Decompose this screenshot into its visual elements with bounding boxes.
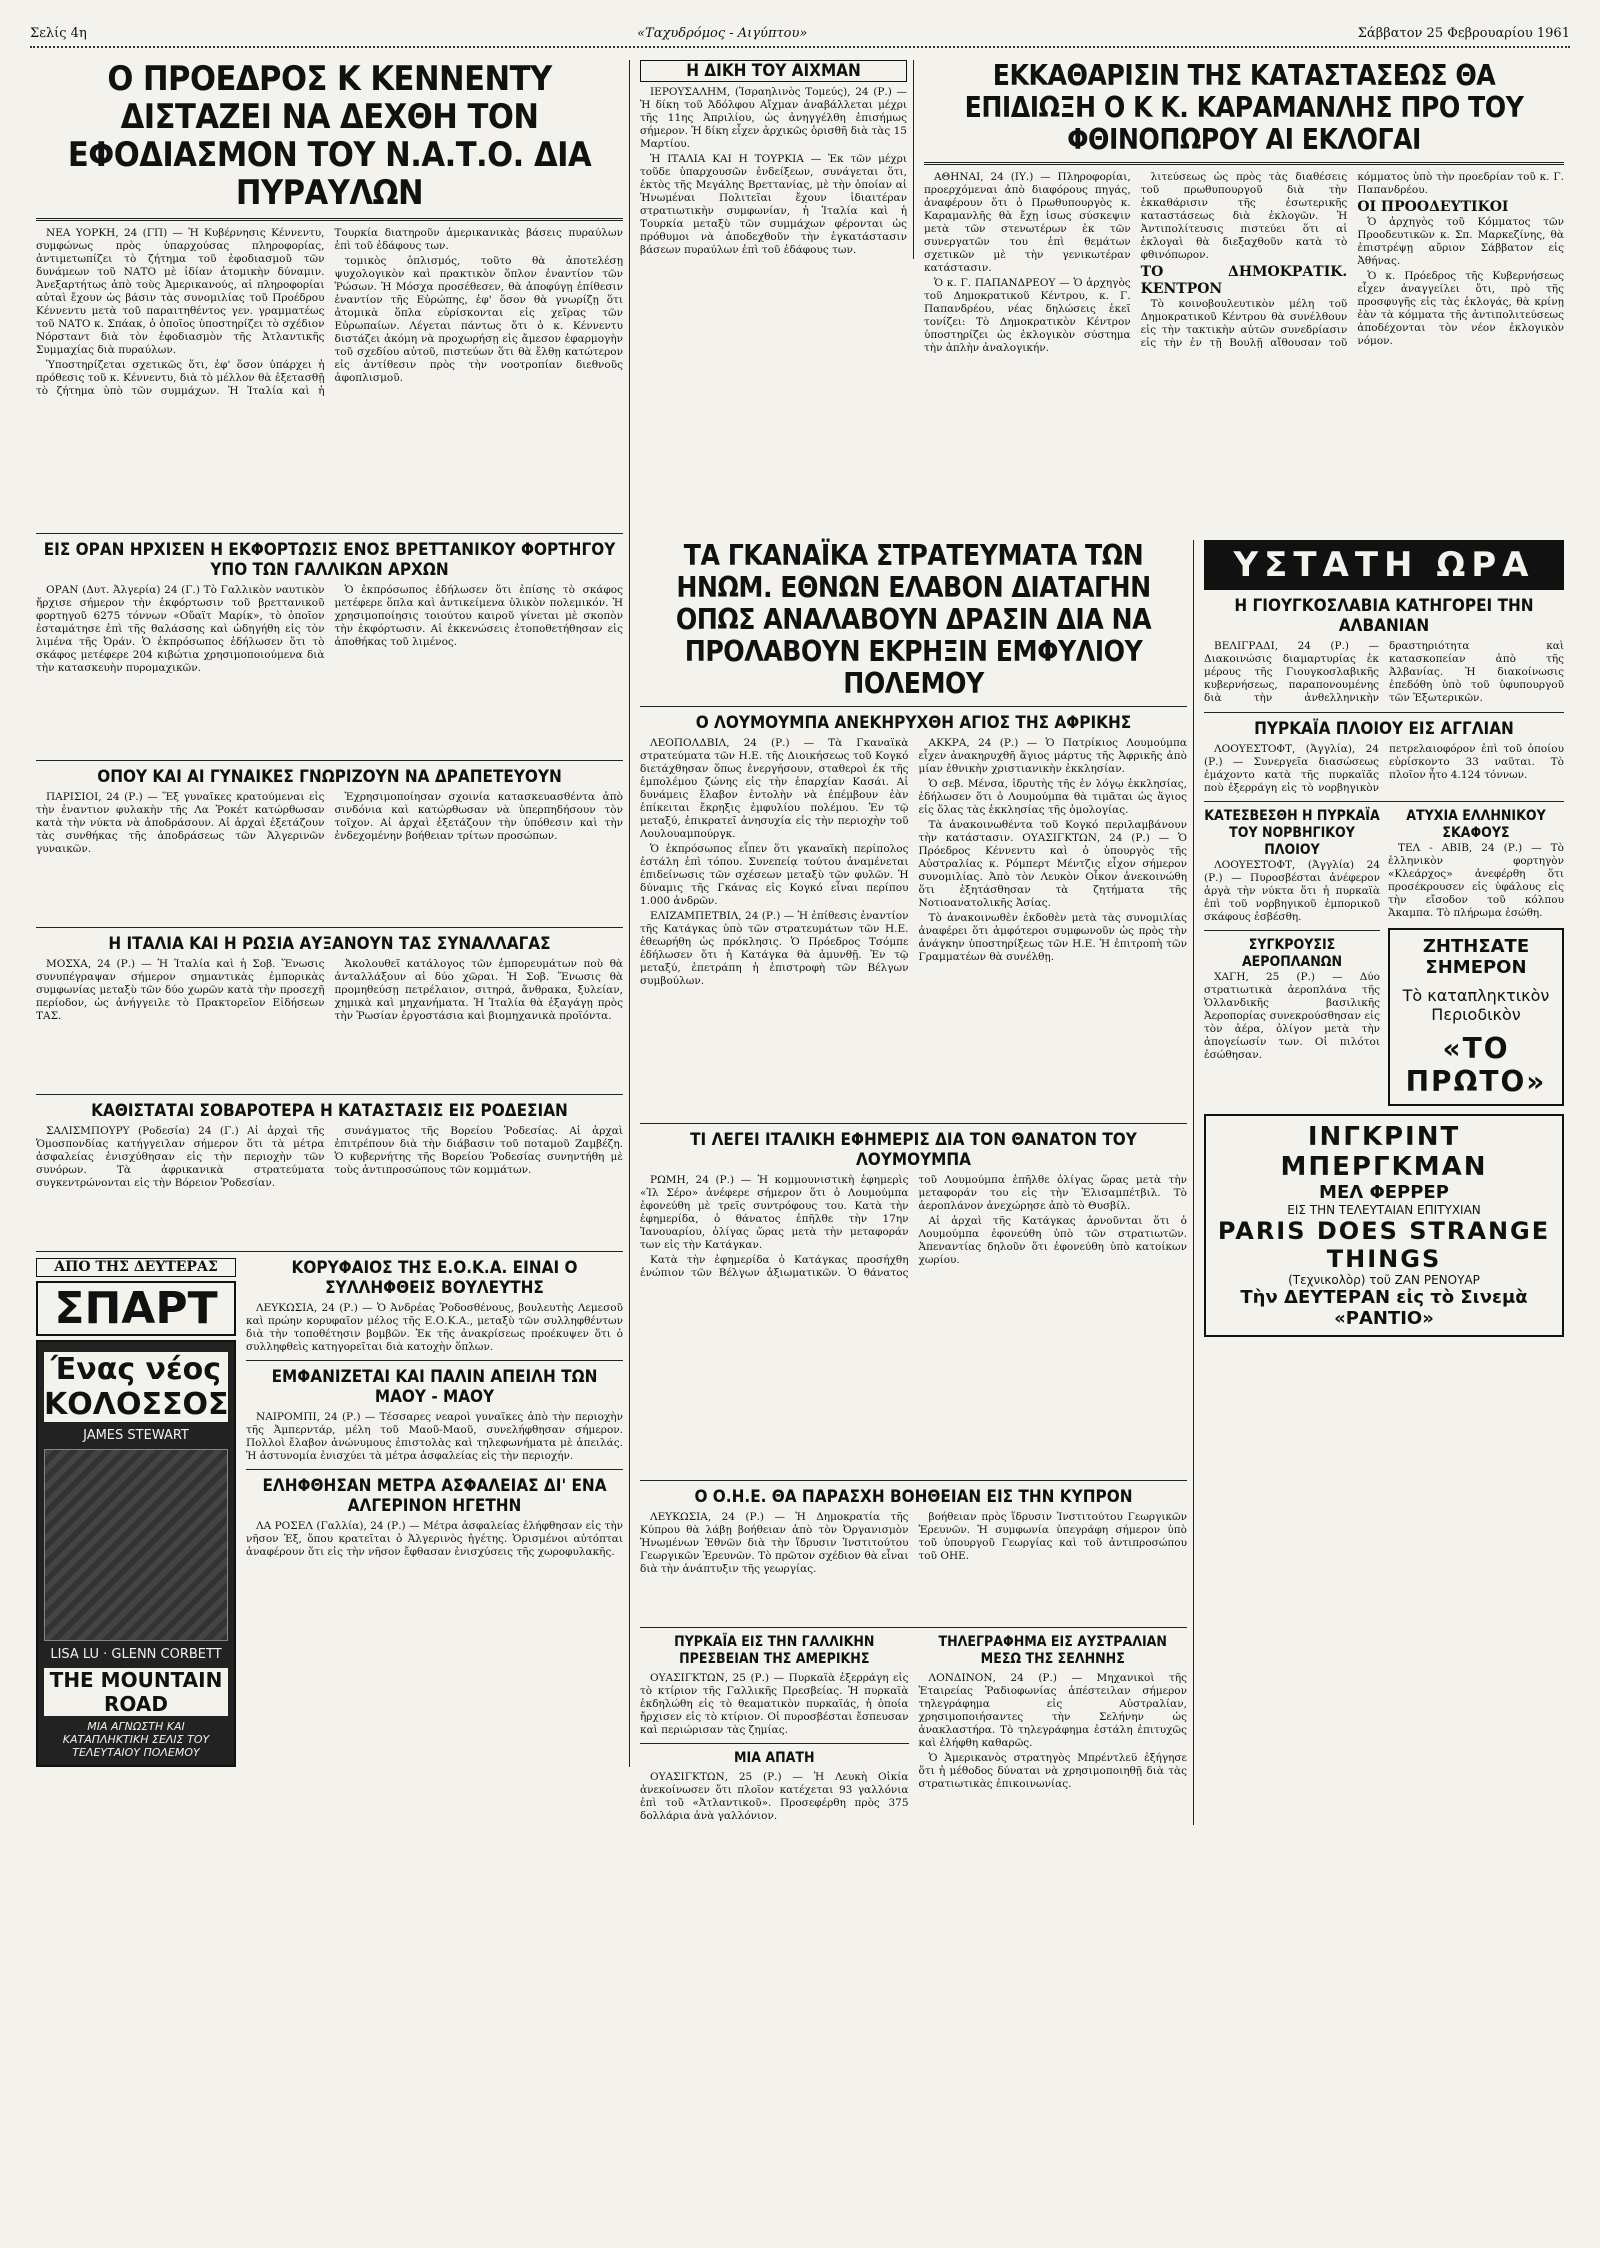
article-text: ΛΕΥΚΩΣΙΑ, 24 (Ρ.) — Ὁ Ἀνδρέας Ῥοδοσθένους, βουλευτὴς Λεμεσοῦ καὶ πρώην κορυφαῖον μέλος τῆς Ε.Ο.Κ.Α., μεταξὺ τῶν συλληφθέντων διὰ τὴν τοποθέτησιν βομβῶν. Ἐκ τῆς ἀνακρίσεως προέκυψεν ὅτι ὁ συλληφθεὶς κατηγορεῖται διὰ κατοχὴν ὅπλων. xyxy=(246,1302,623,1353)
article-text: ΜΟΣΧΑ, 24 (Ρ.) — Ἡ Ἰταλία καὶ ἡ Σοβ. Ἕνωσις συνυπέγραψαν σήμερον σημαντικὰς ἐμπορικὰς συμφωνίας μεταξὺ τῶν δύο χωρῶν κατὰ τὴν προσεχῆ περίοδον, ὡς ἀνήγγειλε τὸ Πρακτορεῖον Εἰδήσεων ΤΑΣ. xyxy=(36,958,325,1022)
issue-date: Σάββατον 25 Φεβρουαρίου 1961 xyxy=(1357,25,1570,41)
article-text: Ὁ κ. Γ. ΠΑΠΑΝΔΡΕΟΥ — Ὁ ἀρχηγὸς τοῦ Δημοκρατικοῦ Κέντρου, κ. Γ. Παπανδρέου, νέας δηλώσεις ἐκεῖ τονίζει: Τὸ Δημοκρατικὸν Κέντρον ὑποστηρίζει ὡς ἐκλογικὸν σύστημα τὴν ἁπλὴν ἀναλογικήν. xyxy=(924,277,1131,354)
article-text: Κατὰ τὴν ἐφημερίδα ὁ Κατάγκας προσήχθη ἐνώπιον τῶν Βέλγων ἀξιωματικῶν. Ὁ θάνατος τοῦ Λουμούμπα ἐπῆλθε ὀλίγας ὥρας μετὰ τὴν μεταφοράν του εἰς τὴν Ἐλισαμπέτβιλ. Τὸ ἀεροπλάνον ἀνεχώρησε ἀπὸ τὸ Θυσβίλ. xyxy=(640,1174,1187,1279)
article-text: Ὁ ἐκπρόσωπος ἐδήλωσεν ὅτι ἐπίσης τὸ σκάφος μετέφερε ὅπλα καὶ ἀντικείμενα ὑλικὸν πολεμικόν. Ἡ χρησιμοποίησις τοιούτου καιροῦ γίνεται μὲ σκοπὸν τὴν ἐκφόρτωσιν. Αἱ ἐκκενώσεις ἐτοποθετήθησαν εἰς ἀποθήκας τοῦ λιμένος. xyxy=(334,584,623,648)
article-text: βοήθειαν πρὸς ἵδρυσιν Ἰνστιτούτου Γεωργικῶν Ἐρευνῶν. Ἡ συμφωνία ὑπεγράφη σήμερον ὑπὸ τοῦ ὑπουργοῦ Γεωργίας καὶ τοῦ ἀντιπροσώπου τοῦ ΟΗΕ. xyxy=(918,1511,1187,1562)
film-ad-tagline: ΕΙΣ ΤΗΝ ΤΕΛΕΥΤΑΙΑΝ ΕΠΙΤΥΧΙΑΝ xyxy=(1287,1203,1481,1217)
late-news-section xyxy=(1198,540,1570,1337)
article-text: ΑΚΚΡΑ, 24 (Ρ.) — Ὁ Πατρίκιος Λουμούμπα εἶχεν ἀνακηρυχθῆ ἅγιος μάρτυς τῆς Ἀφρικῆς ἀπὸ μίαν ἐθνικὴν χριστιανικὴν ἐκκλησίαν. xyxy=(918,737,1187,775)
film-ad-star: ΙΝΓΚΡΙΝΤ ΜΠΕΡΓΚΜΑΝ xyxy=(1280,1122,1488,1182)
article-text: Τὸ κοινοβουλευτικὸν μέλη τοῦ Δημοκρατικοῦ Κέντρου θὰ συνέλθουν εἰς τὴν τακτικὴν αὐτῶν συνεδρίασιν εἰς τὴν ἐν τῇ Βουλῇ αἴθουσαν τοῦ κόμματος ὑπὸ τὴν προεδρίαν τοῦ κ. Γ. Παπανδρέου. xyxy=(1140,171,1564,349)
article-text: Ὁ ἀρχηγὸς τοῦ Κόμματος τῶν Προοδευτικῶν κ. Σπ. Μαρκεζίνης, θὰ ἐπιστρέψῃ αὔριον Σάββατον εἰς Ἀθήνας. xyxy=(1357,216,1564,267)
middle-left-section xyxy=(634,60,914,259)
article-text: ΛΟΟΥΕΣΤΟΦΤ, (Ἀγγλία) 24 (Ρ.) — Πυροσβέσται ἀνέφερον ἀργὰ τὴν νύκτα ὅτι ἡ πυρκαϊὰ ἐπὶ τοῦ νορβηγικοῦ ἐμπορικοῦ σκάφους ἐσβέσθη. xyxy=(1204,859,1380,923)
headline-norwegian: ΚΑΤΕΣΒΕΣΘΗ Η ΠΥΡΚΑΪΑ ΤΟΥ ΝΟΡΒΗΓΙΚΟΥ ΠΛΟΙΟΥ xyxy=(1204,808,1380,858)
magazine-ad xyxy=(1388,928,1564,1106)
article-italy-russia xyxy=(36,958,623,1088)
headline-deception: ΜΙΑ ΑΠΑΤΗ xyxy=(733,1750,815,1766)
poster-image xyxy=(44,1449,228,1641)
article-text: ΙΕΡΟΥΣΑΛΗΜ, (Ἰσραηλινὸς Τομεύς), 24 (Ρ.) — Ἡ δίκη τοῦ Ἀδόλφου Αἴχμαν ἀναβάλλεται μέχρι τῆς 11ης Ἀπριλίου, ὡς ἀνηγγέλθη ἐπισήμως σήμερον. Ἡ δίκη εἶχεν ἀρχικῶς ὁρισθῆ διὰ τὰς 15 Μαρτίου. xyxy=(640,86,907,150)
article-text: Ἡ ΙΤΑΛΙΑ ΚΑΙ Η ΤΟΥΡΚΙΑ — Ἐκ τῶν μέχρι τοῦδε ὑπαρχουσῶν ἐνδείξεων, συνάγεται ὅτι, ἐκτὸς τῆς Μεγάλης Βρεττανίας, μὲ τὴν ὁποίαν αἱ Ἡνωμέναι Πολιτεῖαι ἔχουν ἰδιαιτέραν στρατιωτικὴν συμφωνίαν, ἡ Ἰταλία καὶ ἡ Τουρκία μεταξὺ τῶν συμμάχων φέρονται ὡς πρόθυμοι νὰ ἀποδεχθοῦν τὴν ἐγκατάστασιν βάσεων πυραύλων ἐπὶ τοῦ ἐδάφους των. xyxy=(640,153,907,256)
article-text: ΛΟΝΔΙΝΟΝ, 24 (Ρ.) — Μηχανικοὶ τῆς Ἑταιρείας Ῥαδιοφωνίας ἀπέστειλαν σήμερον τηλεγράφημα εἰς Αὐστραλίαν, χρησιμοποιήσαντες τὴν Σελήνην ὡς ἀνακλαστήρα. Τὸ τηλεγράφημα ἐστάλη ἐπιτυχῶς καὶ ἐλήφθη καθαρῶς. xyxy=(918,1672,1187,1749)
headline-moon-telegram: ΤΗΛΕΓΡΑΦΗΜΑ ΕΙΣ ΑΥΣΤΡΑΛΙΑΝ ΜΕΣΩ ΤΗΣ ΣΕΛΗΝΗΣ xyxy=(938,1634,1167,1667)
article-text: Ἐχρησιμοποίησαν σχοινία κατασκευασθέντα ἀπὸ σινδόνια καὶ κατώρθωσαν νὰ ὑπερπηδήσουν τὸν τοῖχον. Αἱ ἀρχαὶ ἐξετάζουν τὴν ὑπόθεσιν καὶ τὴν ἐνδεχομένην βοήθειαν τρίτων προσώπων. xyxy=(334,791,623,842)
article-text: ΧΑΓΗ, 25 (Ρ.) — Δύο στρατιωτικὰ ἀεροπλάνα τῆς Ὁλλανδικῆς βασιλικῆς Ἀεροπορίας συνεκρούσθησαν εἰς τὸν ἀέρα, ὀλίγον μετὰ τὴν ἀπογείωσίν των. Οἱ πιλότοι ἐσώθησαν. xyxy=(1204,971,1380,1061)
article-text: ΛΟΟΥΕΣΤΟΦΤ, (Ἀγγλία), 24 (Ρ.) — Συνεργεῖα διασώσεως ἐμάχοντο κατὰ τῆς πυρκαϊᾶς ποὺ ἐξερράγη εἰς τὸ νορβηγικὸν πετρελαιοφόρον ἐπὶ τοῦ ὁποίου εὑρίσκοντο 33 ναῦται. Τὸ πλοῖον ἦτο 4.124 τόννων. xyxy=(1204,743,1564,794)
headline-congo: ΤΑ ΓΚΑΝΑΪΚΑ ΣΤΡΑΤΕΥΜΑΤΑ ΤΩΝ ΗΝΩΜ. ΕΘΝΩΝ ΕΛΑΒΟΝ ΔΙΑΤΑΓΗΝ ΟΠΩΣ ΑΝΑΛΑΒΟΥΝ ΔΡΑΣΙΝ ΔΙΑ ΝΑ ΠΡΟΛΑΒΟΥΝ ΕΚΡΗΞΙΝ ΕΜΦΥΛΙΟΥ ΠΟΛΕΜΟΥ xyxy=(675,539,1152,700)
headline-un-cyprus: Ο Ο.Η.Ε. ΘΑ ΠΑΡΑΣΧΗ ΒΟΗΘΕΙΑΝ ΕΙΣ ΤΗΝ ΚΥΠΡΟΝ xyxy=(694,1487,1133,1507)
article-text: ΟΥΑΣΙΓΚΤΩΝ, 25 (Ρ.) — Πυρκαϊὰ ἐξερράγη εἰς τὸ κτίριον τῆς Γαλλικῆς Πρεσβείας. Ἡ πυρκαϊὰ ἐκδηλώθη εἰς τὸ θεαματικὸν πυρκαϊάς, ἡ ὁποία ἤρχισεν εἰς τὸ κτίριον. Οἱ πυροσβέσται ἔσπευσαν καὶ περιώρισαν τὰς ζημίας. xyxy=(640,1672,909,1736)
article-text: τομικὸς ὁπλισμός, τοῦτο θὰ ἀποτελέσῃ ψυχολογικὸν καὶ πρακτικὸν ὅπλον ἐναντίον τῶν Ῥώσων. Ἡ Μόσχα προσέθεσεν, θὰ ἀποφύγῃ ἐπίθεσιν ἐναντίον τῆς Εὐρώπης, ἐφ' ὅσον θὰ γνωρίζῃ ὅτι ἀτομικὰ ὅπλα εὑρίσκονται εἰς χεῖρας τῶν Εὐρωπαίων. Λέγεται πάντως ὅτι ὁ κ. Κέννεντυ διστάζει ἀκόμη νὰ προχωρήσῃ εἰς ἄμεσον ἐφαρμογὴν τοῦ σχεδίου αὐτοῦ, πιστεύων ὅτι θὰ ἔλθῃ κατώτερον εἰς ἀντίθεσιν πρὸς τὴν νοοτροπίαν διεθνοῦς ἀφοπλισμοῦ. xyxy=(334,255,623,384)
magazine-ad-title: «ΤΟ ΠΡΩΤΟ» xyxy=(1405,1032,1547,1098)
film-ad-costar: ΜΕΛ ΦΕΡΡΕΡ xyxy=(1319,1182,1449,1203)
headline-italian-paper: ΤΙ ΛΕΓΕΙ ΙΤΑΛΙΚΗ ΕΦΗΜΕΡΙΣ ΔΙΑ ΤΟΝ ΘΑΝΑΤΟΝ ΤΟΥ ΛΟΥΜΟΥΜΠΑ xyxy=(690,1130,1137,1170)
article-eichmann xyxy=(640,86,907,257)
article-text: συνάγματος τῆς Βορείου Ῥοδεσίας. Αἱ ἀρχαὶ ἐπιτρέπουν διὰ τὴν διάβασιν τοῦ ποταμοῦ Ζαμβέζη. Ὁ κυβερνήτης τῆς Βορείου Ῥοδεσίας συνηντήθη μὲ τοὺς ἀντιπροσώπους τῶν κομμάτων. xyxy=(334,1125,623,1176)
headline-greek-ship: ΑΤΥΧΙΑ ΕΛΛΗΝΙΚΟΥ ΣΚΑΦΟΥΣ xyxy=(1406,808,1546,841)
article-text: Ὁ κ. Πρόεδρος τῆς Κυβερνήσεως εἶχεν ἀναγγείλει ὅτι, πρὸ τῆς προσφυγῆς εἰς τὰς ἐκλογάς, θὰ κρίνῃ ἐὰν τὰ κόμματα τῆς ἀντιπολιτεύσεως ἀποδέχονται τὸν νέον ἐκλογικὸν νόμον. xyxy=(1357,270,1564,347)
article-text: Ἀκολουθεῖ κατάλογος τῶν ἐμπορευμάτων ποὺ θὰ ἀνταλλάξουν αἱ δύο χῶραι. Ἡ Σοβ. Ἕνωσις θὰ προμηθεύσῃ πετρέλαιον, σιτηρά, ἄνθρακα, ξυλείαν, χημικὰ καὶ μηχανήματα. Ἡ Ἰταλία θὰ ἐξαγάγῃ πρὸς τὴν Ῥωσίαν ἐργοστάσια καὶ βιομηχανικὰ προϊόντα. xyxy=(334,958,623,1022)
headline-italy-russia: Η ΙΤΑΛΙΑ ΚΑΙ Η ΡΩΣΙΑ ΑΥΞΑΝΟΥΝ ΤΑΣ ΣΥΝΑΛΛΑΓΑΣ xyxy=(108,934,551,954)
headline-algeria: ΕΛΗΦΘΗΣΑΝ ΜΕΤΡΑ ΑΣΦΑΛΕΙΑΣ ΔΙ' ΕΝΑ ΑΛΓΕΡΙΝΟΝ ΗΓΕΤΗΝ xyxy=(262,1476,607,1516)
article-text: ΛΕΟΠΟΛΔΒΙΛ, 24 (Ρ.) — Τὰ Γκαναϊκὰ στρατεύματα τῶν Η.Ε. τῆς Διοικήσεως τοῦ Κογκό διετάχθησαν ὅπως ἐνεργήσουν, σταθεροὶ ἐκ τῆς ἐμπολέμου ζώνης εἰς τὴν ἐπαρχίαν Κασάι. Αἱ δυνάμεις ἔλαβον ἐντολὴν νὰ ἐπέμβουν ἐὰν ἐπίκειται ἔκρηξις ἐμφυλίου πολέμου. Ἐν τῷ μεταξύ, ἐπικρατεῖ ἀνησυχία εἰς τὴν περιοχὴν τοῦ Λουλουαμπούργκ. xyxy=(640,737,909,840)
article-moon-telegram xyxy=(919,1672,1188,1791)
page-number: Σελίς 4η xyxy=(30,25,87,41)
top-right-section xyxy=(918,60,1570,501)
article-text: ΡΩΜΗ, 24 (Ρ.) — Ἡ κομμουνιστικὴ ἐφημερὶς «Ἰλ Σέρο» ἀνέφερε σήμερον ὅτι ὁ Λουμούμπα ἐφονεύθη μὲ τρεῖς συντρόφους του. Κατὰ τὴν ἐφημερίδα, ὁ θάνατος ἐπῆλθε τὴν 17ην Ἰανουαρίου, ὀλίγας ὥρας μετὰ τὴν μεταφοράν των εἰς τὴν Κατάγκαν. xyxy=(640,1174,909,1251)
cinema-name: ΣΠΑΡΤ xyxy=(36,1281,236,1336)
masthead xyxy=(30,20,1570,48)
subhead-progressives: ΟΙ ΠΡΟΟΔΕΥΤΙΚΟΙ xyxy=(1357,199,1509,215)
congo-section xyxy=(634,540,1194,1825)
poster-film: THE MOUNTAIN ROAD xyxy=(44,1668,228,1716)
article-algeria xyxy=(246,1520,623,1559)
article-text: ΟΥΑΣΙΓΚΤΩΝ, 25 (Ρ.) — Ἡ Λευκὴ Οἰκία ἀνεκοίνωσεν ὅτι πλοῖον κατέχεται 93 γαλλόνια ἐπὶ τοῦ «Ἀτλαντικοῦ». Προσεφέρθη πρὸς 375 δολλάρια ἀνὰ γαλλόνιον. xyxy=(640,1771,909,1822)
film-ad-credits: (Τεχνικολὸρ) τοῦ ΖΑΝ ΡΕΝΟΥΑΡ xyxy=(1288,1273,1480,1287)
article-congo xyxy=(640,737,1187,1117)
poster-star: JAMES STEWART xyxy=(83,1428,189,1443)
headline-eichmann: Η ΔΙΚΗ ΤΟΥ ΑΙΧΜΑΝ xyxy=(640,60,907,82)
headline-karamanlis: ΕΚΚΑΘΑΡΙΣΙΝ ΤΗΣ ΚΑΤΑΣΤΑΣΕΩΣ ΘΑ ΕΠΙΔΙΩΞΗ Ο Κ Κ. ΚΑΡΑΜΑΝΛΗΣ ΠΡΟ ΤΟΥ ΦΘΙΝΟΠΩΡΟΥ ΑΙ ΕΚΛΟΓΑΙ xyxy=(964,59,1524,156)
headline-yugoslavia: Η ΓΙΟΥΓΚΟΣΛΑΒΙΑ ΚΑΤΗΓΟΡΕΙ ΤΗΝ ΑΛΒΑΝΙΑΝ xyxy=(1234,596,1534,636)
article-text: ΛΕΥΚΩΣΙΑ, 24 (Ρ.) — Ἡ Δημοκρατία τῆς Κύπρου θὰ λάβῃ βοήθειαν ἀπὸ τὸν Ὀργανισμὸν Ἡνωμένων Ἐθνῶν διὰ τὴν ἵδρυσιν Ἰνστιτούτου Γεωργικῶν Ἐρευνῶν. Τὸ πρῶτον σχέδιον θὰ εἶναι διὰ τὴν ἀνάπτυξιν τῆς γεωργίας. xyxy=(640,1511,909,1575)
headline-ship-fire: ΠΥΡΚΑΪΑ ΠΛΟΙΟΥ ΕΙΣ ΑΓΓΛΙΑΝ xyxy=(1254,719,1514,739)
left-section xyxy=(30,60,630,1767)
article-fire-embassy xyxy=(640,1672,909,1737)
article-text: ΝΕΑ ΥΟΡΚΗ, 24 (ΓΠ) — Ἡ Κυβέρνησις Κέννεντυ, συμφώνως πρὸς ὑπαρχούσας πληροφορίας, ἀντιμετωπίζει τὸ ζήτημα τοῦ ἐφοδιασμοῦ τῶν δυνάμεων τοῦ ΝΑΤΟ μὲ ἰδίαν ἀτομικὴν δύναμιν. Ἀνεξαρτήτως ἀπὸ τοὺς Ἀμερικανούς, αἱ πληροφορίαι αὐταὶ ἔχουν ὡς βάσιν τὰς συνομιλίας τοῦ Προέδρου Κέννεντυ μετὰ τοῦ παραιτηθέντος γεν. γραμματέως τοῦ ΝΑΤΟ κ. Σπάακ, ὁ ὁποῖος ὑποστηρίζει τὸ σχέδιον Νόρσταντ διὰ τὸν ἐφοδιασμὸν τῆς Ἀτλαντικῆς Συμμαχίας διὰ πυραύλων. xyxy=(36,227,325,356)
poster-title: Ένας νέος ΚΟΛΟΣΣΟΣ xyxy=(44,1352,229,1422)
article-deception xyxy=(640,1771,909,1823)
article-text: ΠΑΡΙΣΙΟΙ, 24 (Ρ.) — Ἕξ γυναῖκες κρατούμεναι εἰς τὴν ἐναντιον φυλακὴν τῆς Λα Ῥοκέτ κατώρθωσαν κατὰ τὴν νύκτα νὰ ἀποδράσουν. Αἱ ἀρχαὶ ἐξετάζουν τὰς συνθήκας τῆς ἀποδράσεως τῶν Ἀλγερινῶν γυναικῶν. xyxy=(36,791,325,855)
article-women xyxy=(36,791,623,921)
article-maumau xyxy=(246,1411,623,1463)
article-eoka xyxy=(246,1302,623,1354)
headline-kennedy: Ο ΠΡΟΕΔΡΟΣ Κ ΚΕΝΝΕΝΤΥ ΔΙΣΤΑΖΕΙ ΝΑ ΔΕΧΘΗ ΤΟΝ ΕΦΟΔΙΑΣΜΟΝ ΤΟΥ Ν.Α.Τ.Ο. ΔΙΑ ΠΥΡΑΥΛΩΝ xyxy=(67,59,592,213)
article-text: Ὁ Ἀμερικανὸς στρατηγὸς Μπρέντλεϋ ἐξήγησε ὅτι ἡ μέθοδος δύναται νὰ χρησιμοποιηθῇ διὰ τὰς στρατιωτικὰς ἐπικοινωνίας. xyxy=(918,1752,1187,1790)
headline-maumau: ΕΜΦΑΝΙΖΕΤΑΙ ΚΑΙ ΠΑΛΙΝ ΑΠΕΙΛΗ ΤΩΝ ΜΑΟΥ - ΜΑΟΥ xyxy=(271,1367,598,1407)
film-ad-venue: Τὴν ΔΕΥΤΕΡΑΝ εἰς τὸ Σινεμὰ «ΡΑΝΤΙΟ» xyxy=(1240,1287,1528,1329)
article-text: ΕΛΙΖΑΜΠΕΤΒΙΛ, 24 (Ρ.) — Ἡ ἐπίθεσις ἐναντίον τῆς Κατάγκας ὑπὸ τῶν στρατευμάτων τῶν Η.Ε. ἐθεωρήθη ὡς πρόκλησις. Ὁ Πρόεδρος Τσόμπε ἐδήλωσεν ὅτι ἡ Κατάγκα θὰ ἀμυνθῇ. Ἐν τῷ μεταξύ, ἐπετράπη ἡ ἐπιστροφὴ τῶν Βέλγων συμβούλων. xyxy=(640,910,909,987)
article-text: Ὁ σεβ. Μένσα, ἱδρυτὴς τῆς ἐν λόγῳ ἐκκλησίας, ἐδήλωσεν ὅτι ὁ Λουμούμπα θὰ τιμᾶται ὡς ἅγιος εἰς ὅλας τὰς ἐκκλησίας τῆς ὁμολογίας. xyxy=(918,778,1187,816)
film-poster xyxy=(36,1340,236,1767)
headline-eoka: ΚΟΡΥΦΑΙΟΣ ΤΗΣ Ε.Ο.Κ.Α. ΕΙΝΑΙ Ο ΣΥΛΛΗΦΘΕΙΣ ΒΟΥΛΕΥΤΗΣ xyxy=(291,1258,578,1298)
late-news-banner: ΥΣΤΑΤΗ ΩΡΑ xyxy=(1204,540,1564,590)
article-text: ΑΘΗΝΑΙ, 24 (ΙΥ.) — Πληροφορίαι, προερχόμεναι ἀπὸ διαφόρους πηγάς, ἀναφέρουν ὅτι ὁ Πρωθυπουργὸς κ. Καραμανλῆς θὰ ἔχῃ ἰσως σύσκεψιν μετὰ τῶν στενωτέρων ἐκ τῶν συνεργατῶν του ἐπὶ θεμάτων σχετικῶν μὲ τὴν γενικωτέραν κατάστασιν. xyxy=(924,171,1131,274)
article-oran xyxy=(36,584,623,754)
article-text: ΤΕΛ - ΑΒΙΒ, 24 (Ρ.) — Τὸ ἑλληνικὸν φορτηγὸν «Κλεάρχος» ἀνεφέρθη ὅτι προσέκρουσεν εἰς ὑφάλους εἰς τὴν εἴσοδον τοῦ κόλπου Ἀκαμπα. Τὸ πλήρωμα ἐσώθη. xyxy=(1388,842,1564,919)
headline-women: ΟΠΟΥ ΚΑΙ ΑΙ ΓΥΝΑΙΚΕΣ ΓΝΩΡΙΖΟΥΝ ΝΑ ΔΡΑΠΕΤΕΥΟΥΝ xyxy=(97,767,562,787)
article-text: ΟΡΑΝ (Δυτ. Ἀλγερία) 24 (Γ.) Τὸ Γαλλικὸν ναυτικὸν ἤρχισε σήμερον τὴν ἐκφόρτωσιν τοῦ βρεττανικοῦ φορτηγοῦ 6275 τόννων «Οὔαϊτ Μαρίκ», τὸ ὁποῖον ἐσταμάτησε ἐπὶ τῆς θαλάσσης καὶ ὡδηγήθη εἰς τὸν λιμένα τῆς Ὀράν. Ὁ ἐκπρόσωπος ἐδήλωσεν ὅτι τὸ σκάφος μετέφερε 204 κιβώτια χρησιμοποιούμενα διὰ τὴν κατασκευὴν πυρομαχικῶν. xyxy=(36,584,325,674)
article-italian-paper xyxy=(640,1174,1187,1474)
article-yugoslavia xyxy=(1204,640,1564,706)
magazine-ad-line2: Τὸ καταπληκτικὸν Περιοδικὸν xyxy=(1402,986,1550,1024)
film-ad-title: PARIS DOES STRANGE THINGS xyxy=(1217,1217,1551,1273)
article-text: ΣΑΛΙΣΜΠΟΥΡΥ (Ροδεσία) 24 (Γ.) Αἱ ἀρχαὶ τῆς Ὁμοσπονδίας κατήγγειλαν σήμερον ὅτι τὰ μέτρα ἀσφαλείας ἐνισχύθησαν εἰς τὴν περιοχὴν τῶν συνόρων. Τὰ ἀφρικανικὰ στρατεύματα συγκεντρώνονται εἰς τὴν Βόρειον Ῥοδεσίαν. xyxy=(36,1125,325,1189)
poster-caption: ΜΙΑ ΑΓΝΩΣΤΗ ΚΑΙ ΚΑΤΑΠΛΗΚΤΙΚΗ ΣΕΛΙΣ ΤΟΥ ΤΕΛΕΥΤΑΙΟΥ ΠΟΛΕΜΟΥ xyxy=(62,1720,210,1759)
article-text: ΛΑ ΡΟΣΕΛ (Γαλλία), 24 (Ρ.) — Μέτρα ἀσφαλείας ἐλήφθησαν εἰς τὴν νῆσον Ἑξ, ὅπου κρατεῖται ὁ Ἀλγερινὸς ἡγέτης. Ὁρισμένοι αὐτόπται ἀναφέρουν ὅτι εἰς τὴν νῆσον ἔφθασαν ἐνισχύσεις τῆς χωροφυλακῆς. xyxy=(246,1520,623,1558)
film-ad xyxy=(1204,1114,1564,1337)
headline-lumumba: Ο ΛΟΥΜΟΥΜΠΑ ΑΝΕΚΗΡΥΧΘΗ ΑΓΙΟΣ ΤΗΣ ΑΦΡΙΚΗΣ xyxy=(695,713,1132,733)
article-norwegian xyxy=(1204,859,1380,924)
article-text: λιτεύσεως ὡς πρὸς τὰς διαθέσεις τοῦ πρωθυπουργοῦ διὰ τὴν ἐκκαθάρισιν τῆς ἐσωτερικῆς καταστάσεως διὰ ἐκλογῶν. Ἡ Ἀντιπολίτευσις πιστεύει ὅτι αἱ ἐκλογαὶ θὰ διεξαχθοῦν κατὰ τὸ φθινόπωρον. xyxy=(1140,171,1348,261)
poster-cast: LISA LU · GLENN CORBETT xyxy=(50,1647,222,1662)
article-text: Ὁ ἐκπρόσωπος εἶπεν ὅτι γκαναϊκὴ περίπολος ἐστάλη ἐπὶ τόπου. Συνεπείᾳ τούτου ἀναμένεται ἐπιδείνωσις τῶν σχέσεων μεταξὺ τῶν φυλῶν. Ἡ δύναμις τῆς Γκάνας εἰς Κογκό εἶναι περίπου 1.000 ἀνδρῶν. xyxy=(640,843,909,907)
article-text: Ὑποστηρίζεται σχετικῶς ὅτι, ἐφ' ὅσον ὑπάρχει ἡ πρόθεσις τοῦ κ. Κέννεντυ, διὰ τὸ μέλλον θὰ ἐξετασθῇ τὸ ζήτημα ὑπὸ τῶν συμμάχων. Ἡ Ἰταλία καὶ ἡ Τουρκία διατηροῦν ἀμερικανικὰς βάσεις πυραύλων ἐπὶ τοῦ ἐδάφους των. xyxy=(36,227,623,397)
magazine-ad-line1: ΖΗΤΗΣΑΤΕ ΣΗΜΕΡΟΝ xyxy=(1422,936,1530,978)
article-text: Αἱ ἀρχαὶ τῆς Κατάγκας ἀρνοῦνται ὅτι ὁ Λουμούμπα ἐφονεύθη ὑπὸ τῶν στρατιωτῶν. Ἀπεναντίας δηλοῦν ὅτι ἐφονεύθη ὑπὸ κατοίκων χωρίου. xyxy=(918,1215,1187,1266)
headline-planes: ΣΥΓΚΡΟΥΣΙΣ ΑΕΡΟΠΛΑΝΩΝ xyxy=(1241,937,1343,970)
article-karamanlis xyxy=(924,171,1564,501)
headline-oran: ΕΙΣ ΟΡΑΝ ΗΡΧΙΣΕΝ Η ΕΚΦΟΡΤΩΣΙΣ ΕΝΟΣ ΒΡΕΤΤΑΝΙΚΟΥ ΦΟΡΤΗΓΟΥ ΥΠΟ ΤΩΝ ΓΑΛΛΙΚΩΝ ΑΡΧΩΝ xyxy=(43,540,616,580)
article-text: ΝΑΙΡΟΜΠΙ, 24 (Ρ.) — Τέσσαρες νεαροὶ γυναῖκες ἀπὸ τὴν περιοχὴν τῆς Ἀμπερντάρ, μέλη τοῦ Μαοῦ-Μαοῦ, συνελήφθησαν σήμερον. Πολλοὶ ἔλαβον ἀνώνυμους ἐπιστολὰς καὶ τηλεφωνήματα μὲ ἀπειλάς. Ἡ ἀστυνομία ἐνισχύει τὰ μέτρα ἀσφαλείας εἰς τὴν περιοχήν. xyxy=(246,1411,623,1462)
ad-label: ΑΠΟ ΤΗΣ ΔΕΥΤΕΡΑΣ xyxy=(36,1258,236,1277)
cinema-ad-column xyxy=(36,1258,236,1767)
headline-rhodesia: ΚΑΘΙΣΤΑΤΑΙ ΣΟΒΑΡΟΤΕΡΑ Η ΚΑΤΑΣΤΑΣΙΣ ΕΙΣ ΡΟΔΕΣΙΑΝ xyxy=(91,1101,568,1121)
article-text: ΒΕΛΙΓΡΑΔΙ, 24 (Ρ.) — Διακοινώσις διαμαρτυρίας ἐκ μέρους τῆς Γιουγκοσλαβικῆς κυβερνήσεως, παραπονουμένης διὰ τὴν ἀνθελληνικὴν δραστηριότητα καὶ κατασκοπείαν ἀπὸ τῆς Ἀλβανίας. Ἡ διακοίνωσις ἐπεδόθη ὑπὸ τοῦ ὑφυπουργοῦ τῶν Ἐξωτερικῶν. xyxy=(1204,640,1564,704)
headline-fire-embassy: ΠΥΡΚΑΪΑ ΕΙΣ ΤΗΝ ΓΑΛΛΙΚΗΝ ΠΡΕΣΒΕΙΑΝ ΤΗΣ ΑΜΕΡΙΚΗΣ xyxy=(674,1634,875,1667)
article-text: Τὸ ἀνακοινωθὲν ἐκδοθὲν μετὰ τὰς συνομιλίας ἀναφέρει ὅτι ἀμφότεροι συμφωνοῦν ὡς πρὸς τὴν ἀνάγκην ὑποστηρίξεως τῶν Η.Ε. Ἡ ἐπιτροπὴ τῶν Γραμματέων θὰ συνέλθῃ. xyxy=(918,912,1187,963)
newspaper-page xyxy=(30,20,1570,2230)
article-text: Τὰ ἀνακοινωθέντα τοῦ Κογκό περιλαμβάνουν τὴν κατάστασιν. ΟΥΑΣΙΓΚΤΩΝ, 24 (Ρ.) — Ὁ Πρόεδρος Κέννεντυ καὶ ὁ ὑπουργὸς τῆς Αὐστραλίας κ. Ρόμπερτ Μέντζις εἶχον σήμερον συνομιλίας. Ἀπὸ τὸν Λευκὸν Οἶκον ἀνεκοινώθη ὅτι ἐξητάσθησαν τὰ ζητήματα τῆς Νοτιοανατολικῆς Ἀσίας. xyxy=(918,819,1187,909)
article-greek-ship xyxy=(1388,842,1564,920)
article-planes xyxy=(1204,971,1380,1062)
subhead-centre: ΤΟ ΔΗΜΟΚΡΑΤΙΚ. ΚΕΝΤΡΟΝ xyxy=(1140,264,1348,297)
article-un-cyprus xyxy=(640,1511,1187,1621)
article-ship-fire xyxy=(1204,743,1564,795)
paper-name: «Ταχυδρόμος - Αιγύπτου» xyxy=(637,25,808,41)
article-rhodesia xyxy=(36,1125,623,1245)
article-kennedy xyxy=(36,227,623,527)
